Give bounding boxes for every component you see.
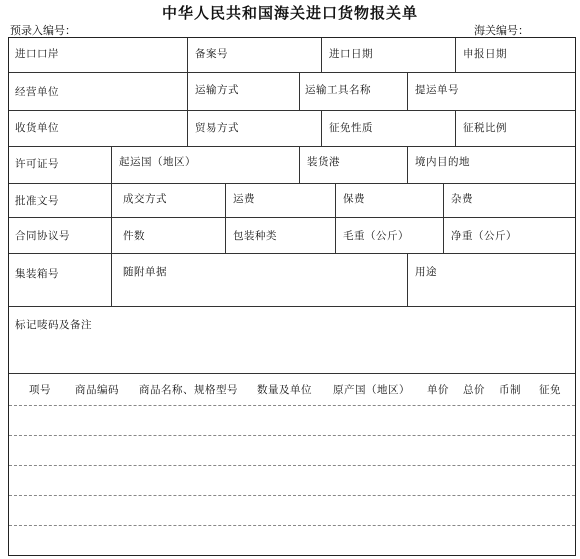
commodity-name-header: 商品名称、规格型号 [139, 384, 238, 396]
customs-number-label: 海关编号： [474, 24, 529, 37]
col-divider [225, 183, 226, 253]
import-port-label: 进口口岸 [15, 48, 59, 60]
col-divider [321, 110, 322, 146]
col-divider [335, 183, 336, 253]
total-price-header: 总价 [463, 384, 485, 396]
license-number-label: 许可证号 [15, 158, 59, 170]
commodity-code-header: 商品编码 [75, 384, 119, 396]
freight-label: 运费 [233, 193, 255, 205]
import-date-label: 进口日期 [329, 48, 373, 60]
packages-label: 件数 [123, 230, 145, 242]
col-divider [455, 38, 456, 72]
row-divider [9, 217, 575, 218]
container-number-label: 集装箱号 [15, 268, 59, 280]
attached-documents-label: 随附单据 [123, 266, 167, 278]
row-divider [9, 72, 575, 73]
consignee-label: 收货单位 [15, 122, 59, 134]
col-divider [299, 146, 300, 183]
item-row-divider [9, 405, 575, 406]
misc-charges-label: 杂费 [451, 193, 473, 205]
net-weight-label: 净重（公斤） [451, 230, 517, 242]
declaration-form [8, 37, 576, 556]
col-divider [455, 110, 456, 146]
remarks-label: 标记唛码及备注 [15, 319, 92, 331]
pre-entry-number-label: 预录入编号： [10, 24, 76, 37]
vehicle-name-label: 运输工具名称 [305, 84, 371, 96]
row-divider [9, 146, 575, 147]
item-no-header: 项号 [29, 384, 51, 396]
approval-number-label: 批准文号 [15, 195, 59, 207]
col-divider [299, 72, 300, 110]
col-divider [407, 253, 408, 306]
exemption-header: 征免 [539, 384, 561, 396]
col-divider [407, 72, 408, 110]
col-divider [187, 72, 188, 146]
row-divider [9, 253, 575, 254]
package-type-label: 包装种类 [233, 230, 277, 242]
business-unit-label: 经营单位 [15, 86, 59, 98]
row-divider [9, 306, 575, 307]
item-row-divider [9, 525, 575, 526]
declaration-date-label: 申报日期 [463, 48, 507, 60]
bill-of-lading-label: 提运单号 [415, 84, 459, 96]
contract-number-label: 合同协议号 [15, 230, 70, 242]
purpose-label: 用途 [415, 266, 437, 278]
exemption-nature-label: 征免性质 [329, 122, 373, 134]
form-title: 中华人民共和国海关进口货物报关单 [161, 4, 418, 22]
col-divider [321, 38, 322, 72]
unit-price-header: 单价 [427, 384, 449, 396]
item-row-divider [9, 465, 575, 466]
trade-mode-label: 贸易方式 [195, 122, 239, 134]
col-divider [443, 183, 444, 253]
col-divider [407, 146, 408, 183]
quantity-unit-header: 数量及单位 [257, 384, 312, 396]
insurance-label: 保费 [343, 193, 365, 205]
tax-ratio-label: 征税比例 [463, 122, 507, 134]
col-divider [111, 146, 112, 183]
transport-mode-label: 运输方式 [195, 84, 239, 96]
row-divider [9, 183, 575, 184]
item-row-divider [9, 435, 575, 436]
currency-header: 币制 [499, 384, 521, 396]
record-number-label: 备案号 [195, 48, 228, 60]
origin-country-label: 起运国（地区） [119, 156, 196, 168]
row-divider [9, 373, 575, 374]
col-divider [111, 183, 112, 306]
origin-country-header: 原产国（地区） [333, 384, 410, 396]
col-divider [187, 38, 188, 72]
transaction-mode-label: 成交方式 [123, 193, 167, 205]
gross-weight-label: 毛重（公斤） [343, 230, 409, 242]
item-row-divider [9, 495, 575, 496]
domestic-destination-label: 境内目的地 [415, 156, 470, 168]
loading-port-label: 装货港 [307, 156, 340, 168]
row-divider [9, 110, 575, 111]
